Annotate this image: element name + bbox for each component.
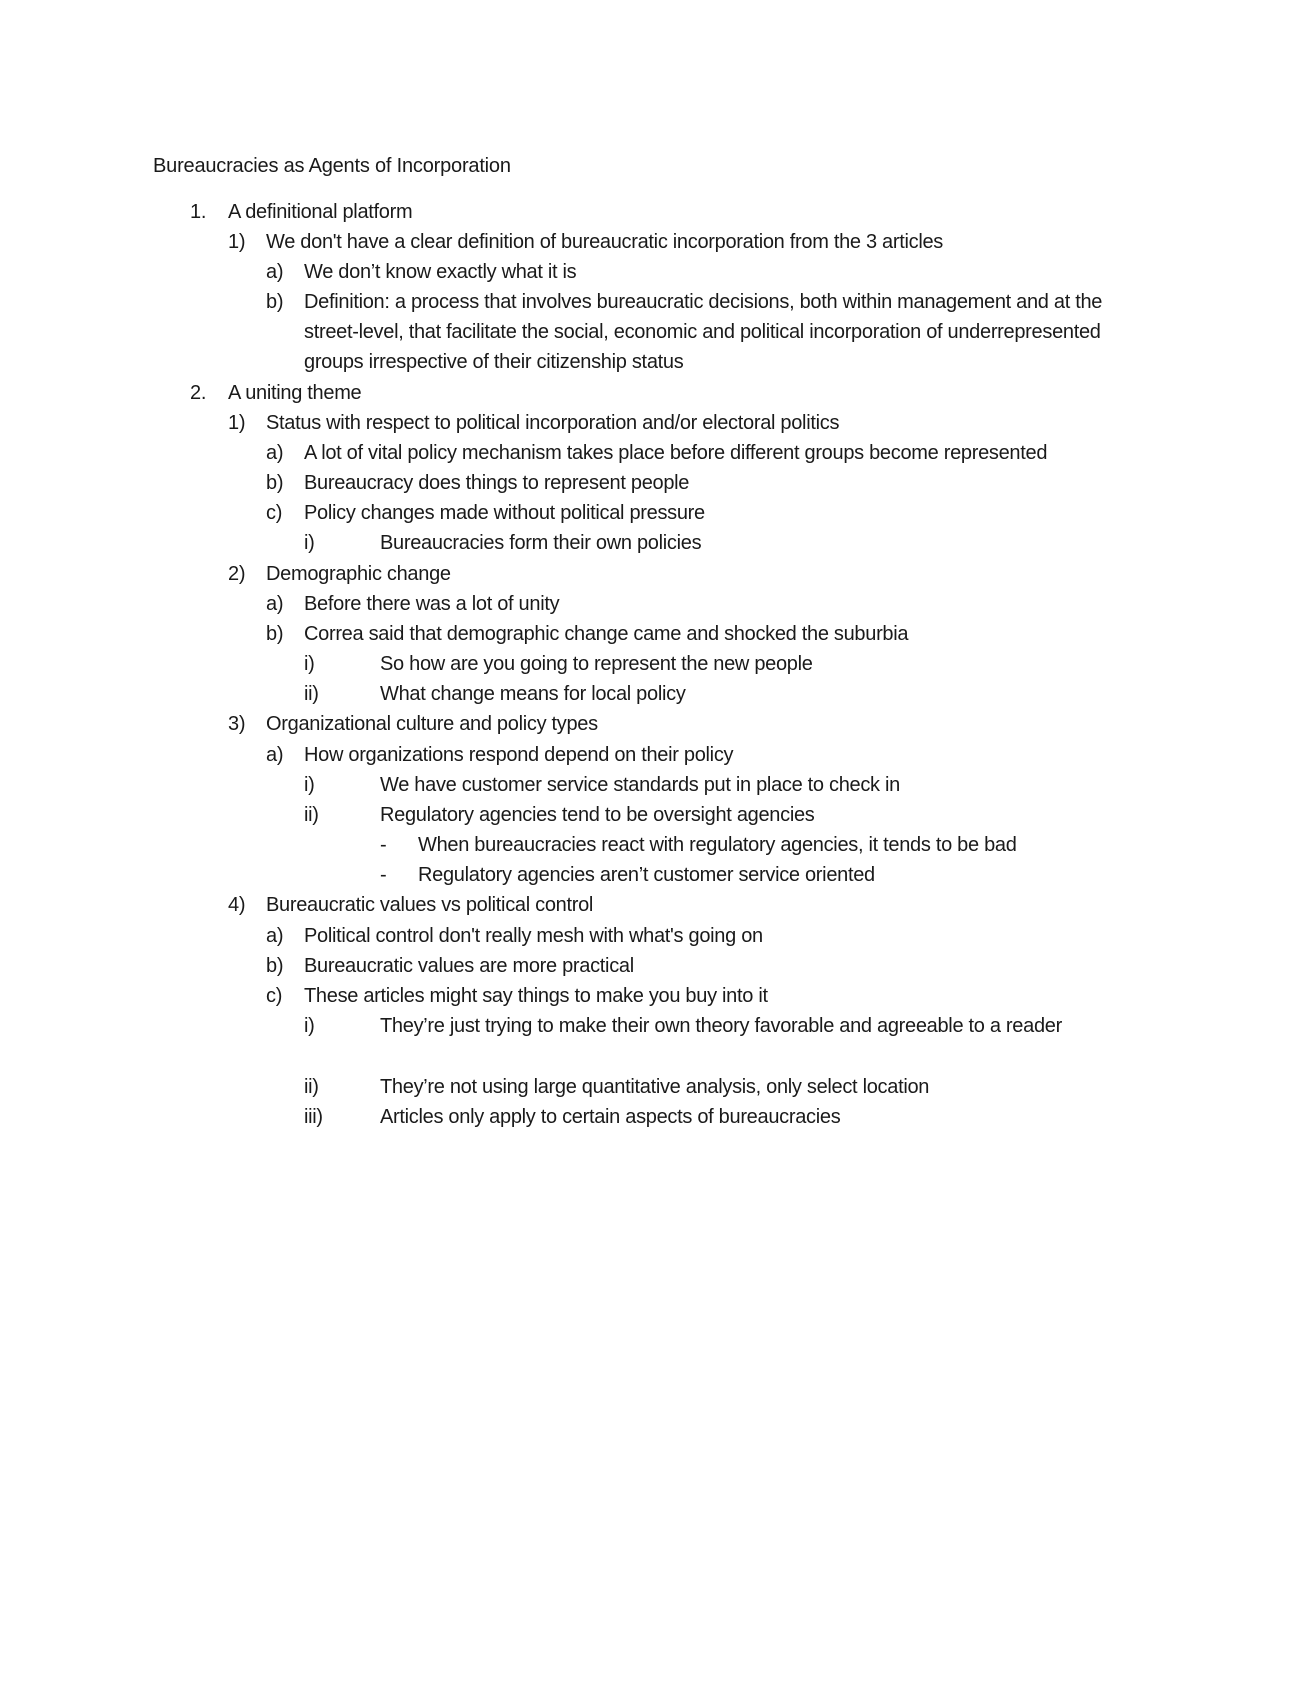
list-marker: b) [266, 472, 284, 494]
list-item-text: How organizations respond depend on their policy [304, 744, 734, 766]
list-marker: 2) [228, 563, 246, 585]
list-marker: ii) [304, 1076, 319, 1098]
list-item-text: A uniting theme [228, 382, 362, 404]
list-item-text: A definitional platform [228, 201, 413, 223]
list-marker: c) [266, 502, 283, 524]
list-item-text: We don't have a clear definition of bureaucratic incorporation from the 3 articles [266, 231, 944, 253]
list-item-text: Bureaucracies form their own policies [380, 532, 702, 554]
list-item-text: Bureaucratic values are more practical [304, 955, 634, 977]
list-marker: a) [266, 593, 284, 615]
list-marker: 4) [228, 894, 246, 916]
list-marker: 1. [190, 201, 207, 223]
document-title: Bureaucracies as Agents of Incorporation [153, 155, 511, 177]
list-item-text: A lot of vital policy mechanism takes place before different groups become represented [304, 442, 1048, 464]
list-marker: 3) [228, 713, 246, 735]
list-item-text: Regulatory agencies tend to be oversight agencies [380, 804, 815, 826]
list-item-text: Policy changes made without political pressure [304, 502, 705, 524]
list-marker: i) [304, 774, 315, 796]
list-item-text: They’re just trying to make their own theory favorable and agreeable to a reader [380, 1015, 1062, 1037]
list-item-text: These articles might say things to make you buy into it [304, 985, 768, 1007]
list-item-text: Demographic change [266, 563, 451, 585]
list-marker: 1) [228, 231, 246, 253]
list-item-text: Status with respect to political incorporation and/or electoral politics [266, 412, 840, 434]
list-marker: ii) [304, 683, 319, 705]
list-item-text: So how are you going to represent the new people [380, 653, 813, 675]
list-marker: 1) [228, 412, 246, 434]
list-marker: i) [304, 532, 315, 554]
list-item-text: When bureaucracies react with regulatory agencies, it tends to be bad [418, 834, 1017, 856]
list-item-text: Articles only apply to certain aspects of bureaucracies [380, 1106, 841, 1128]
list-item-text: They’re not using large quantitative analysis, only select location [380, 1076, 930, 1098]
list-item-text: Correa said that demographic change came and shocked the suburbia [304, 623, 909, 645]
list-marker: b) [266, 623, 284, 645]
list-marker: a) [266, 442, 284, 464]
list-marker: a) [266, 744, 284, 766]
list-marker: - [380, 864, 387, 886]
list-marker: b) [266, 291, 284, 313]
list-item-text: We don’t know exactly what it is [304, 261, 577, 283]
list-item-text: We have customer service standards put in place to check in [380, 774, 900, 796]
list-marker: a) [266, 261, 284, 283]
list-marker: ii) [304, 804, 319, 826]
list-item-text: Political control don't really mesh with what's going on [304, 925, 763, 947]
list-item-text: Bureaucracy does things to represent people [304, 472, 690, 494]
list-marker: iii) [304, 1106, 323, 1128]
list-item-text: What change means for local policy [380, 683, 686, 705]
list-item-text: Before there was a lot of unity [304, 593, 560, 615]
list-item-text: Regulatory agencies aren’t customer service oriented [418, 864, 875, 886]
list-marker: c) [266, 985, 283, 1007]
list-item-text: Definition: a process that involves bureaucratic decisions, both within management and at the street-level, that facilitate the social, economic and political incorporation of underrepresented groups irrespective of their citizenship status [304, 291, 1103, 373]
list-marker: - [380, 834, 387, 856]
list-marker: i) [304, 653, 315, 675]
list-marker: i) [304, 1015, 315, 1037]
list-item-text: Bureaucratic values vs political control [266, 894, 594, 916]
list-marker: a) [266, 925, 284, 947]
list-marker: b) [266, 955, 284, 977]
list-marker: 2. [190, 382, 207, 404]
list-item-text: Organizational culture and policy types [266, 713, 598, 735]
